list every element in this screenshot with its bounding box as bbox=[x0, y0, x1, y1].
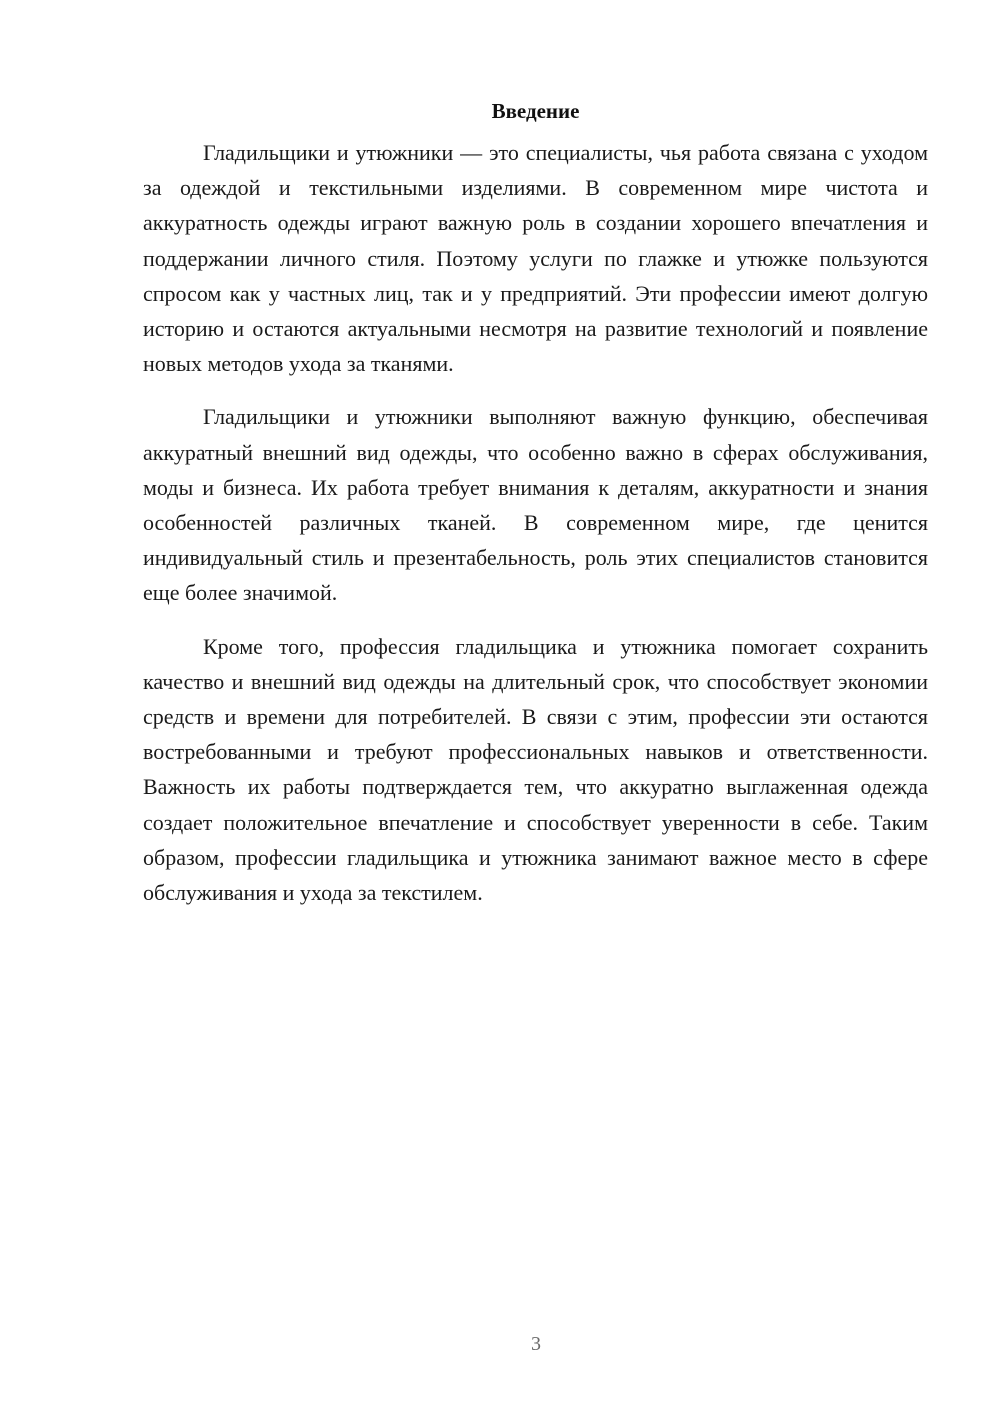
page-content bbox=[143, 96, 928, 928]
paragraph-3: Кроме того, профессия гладильщика и утюжника помогает сохранить качество и внешний вид одежды на длительный срок, что способствует экономии средств и времени для потребителей. В связи с этим, профессии эти остаются востребованными и требуют профессиональных навыков и ответственности. Важность их работы подтверждается тем, что аккуратно выглаженная одежда создает положительное впечатление и способствует уверенности в себе. Таким образом, профессии гладильщика и утюжника занимают важное место в сфере обслуживания и ухода за текстилем. bbox=[143, 633, 928, 906]
section-heading: Введение bbox=[491, 99, 580, 123]
page-number: 3 bbox=[531, 1333, 541, 1355]
paragraph-2: Гладильщики и утюжники выполняют важную функцию, обеспечивая аккуратный внешний вид одежды, что особенно важно в сферах обслуживания, моды и бизнеса. Их работа требует внимания к деталям, аккуратности и знания особенностей различных тканей. В современном мире, где ценится индивидуальный стиль и презентабельность, роль этих специалистов становится еще более значимой. bbox=[143, 404, 928, 606]
paragraph-1: Гладильщики и утюжники — это специалисты, чья работа связана с уходом за одеждой и текстильными изделиями. В современном мире чистота и аккуратность одежды играют важную роль в создании хорошего впечатления и поддержании личного стиля. Поэтому услуги по глажке и утюжке пользуются спросом как у частных лиц, так и у предприятий. Эти профессии имеют долгую историю и остаются актуальными несмотря на развитие технологий и появление новых методов ухода за тканями. bbox=[143, 140, 928, 377]
